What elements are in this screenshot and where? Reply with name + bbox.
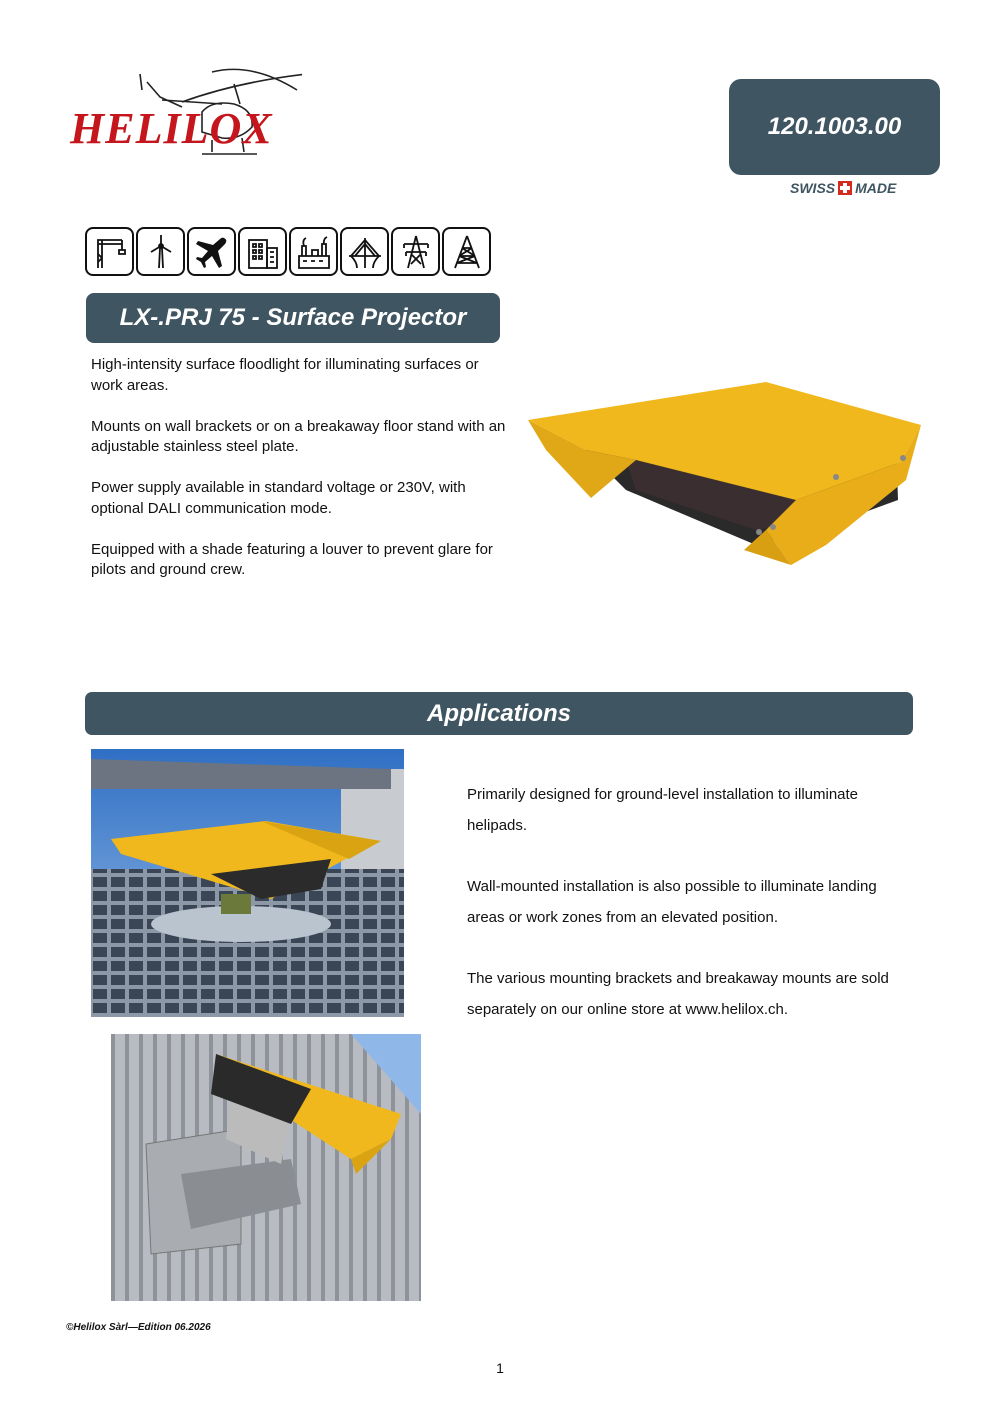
airplane-icon bbox=[187, 227, 236, 276]
description-paragraph: Mounts on wall brackets or on a breakaway floor stand with an adjustable stainless steel plate. bbox=[91, 417, 506, 455]
application-icons bbox=[85, 227, 491, 276]
product-title-bar bbox=[86, 293, 500, 343]
building-icon bbox=[238, 227, 287, 276]
copyright-notice: ©Helilox Sàrl—Edition 06.2026 bbox=[66, 1322, 211, 1333]
description-paragraph: Equipped with a shade featuring a louver to prevent glare for pilots and ground crew. bbox=[91, 540, 493, 578]
applications-title: Applications bbox=[426, 699, 571, 727]
swiss-label: SWISS bbox=[790, 180, 836, 196]
swiss-made-mark bbox=[790, 180, 896, 196]
ground-installation-photo bbox=[91, 749, 404, 1017]
wall-installation-photo bbox=[111, 1034, 421, 1301]
product-title: LX-.PRJ 75 - Surface Projector bbox=[119, 304, 467, 331]
wind-turbine-icon bbox=[136, 227, 185, 276]
made-label: MADE bbox=[855, 180, 897, 196]
antenna-tower-icon bbox=[442, 227, 491, 276]
brand-wordmark bbox=[70, 103, 273, 154]
factory-icon bbox=[289, 227, 338, 276]
page-number: 1 bbox=[496, 1360, 504, 1376]
applications-title-bar bbox=[85, 692, 913, 735]
description-paragraph: Power supply available in standard voltage or 230V, with optional DALI communication mode. bbox=[91, 479, 466, 517]
product-description bbox=[91, 355, 506, 601]
applications-paragraph: The various mounting brackets and breakaway mounts are sold separately on our online store at www.helilox.ch. bbox=[467, 970, 889, 1018]
brand-text: HELILOX bbox=[70, 104, 273, 153]
product-photo bbox=[526, 380, 926, 570]
crane-icon bbox=[85, 227, 134, 276]
applications-paragraph: Wall-mounted installation is also possible to illuminate landing areas or work zones from an elevated position. bbox=[467, 878, 877, 926]
bridge-icon bbox=[340, 227, 389, 276]
power-pylon-icon bbox=[391, 227, 440, 276]
part-number: 120.1003.00 bbox=[767, 113, 902, 140]
part-number-badge bbox=[729, 79, 940, 175]
swiss-cross-icon bbox=[838, 181, 852, 195]
description-paragraph: High-intensity surface floodlight for illuminating surfaces or work areas. bbox=[91, 356, 479, 394]
applications-description bbox=[467, 780, 917, 1056]
applications-paragraph: Primarily designed for ground-level installation to illuminate helipads. bbox=[467, 786, 859, 834]
